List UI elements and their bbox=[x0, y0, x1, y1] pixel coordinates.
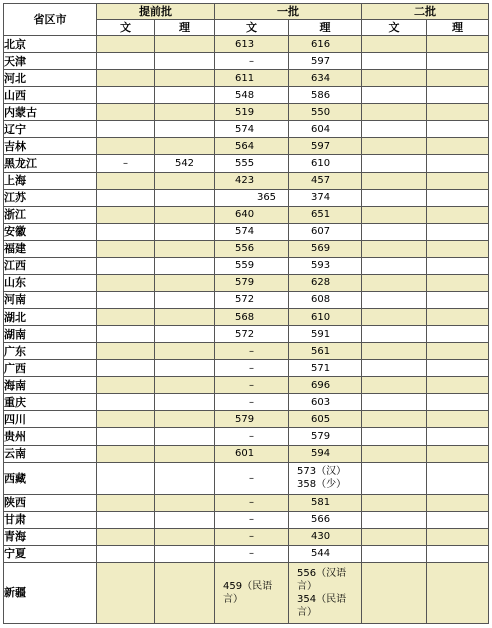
early-arts-cell bbox=[97, 121, 155, 138]
early-arts-cell bbox=[97, 274, 155, 291]
first-arts-cell: 555 bbox=[215, 155, 289, 172]
early-arts-cell bbox=[97, 511, 155, 528]
province-cell: 湖北 bbox=[4, 309, 97, 326]
first-science-cell: 628 bbox=[289, 274, 362, 291]
second-arts-cell bbox=[362, 528, 427, 545]
second-arts-cell bbox=[362, 138, 427, 155]
province-cell: 吉林 bbox=[4, 138, 97, 155]
province-cell: 内蒙古 bbox=[4, 104, 97, 121]
province-cell: 山东 bbox=[4, 274, 97, 291]
first-arts-cell: 559 bbox=[215, 257, 289, 274]
table-row bbox=[4, 291, 489, 308]
early-science-cell bbox=[155, 36, 215, 53]
province-cell: 湖南 bbox=[4, 326, 97, 343]
second-arts-cell bbox=[362, 462, 427, 494]
table-row bbox=[4, 36, 489, 53]
early-science-cell: 542 bbox=[155, 155, 215, 172]
early-arts-cell bbox=[97, 189, 155, 206]
score-line: 言） bbox=[223, 593, 243, 605]
second-arts-cell bbox=[362, 377, 427, 394]
second-science-cell bbox=[427, 394, 489, 411]
first-science-cell: 651 bbox=[289, 206, 362, 223]
first-science-cell: 608 bbox=[289, 291, 362, 308]
early-science-cell bbox=[155, 240, 215, 257]
early-arts-cell bbox=[97, 528, 155, 545]
province-cell: 山西 bbox=[4, 87, 97, 104]
first-arts-cell: 579 bbox=[215, 411, 289, 428]
table-row bbox=[4, 189, 489, 206]
second-science-cell bbox=[427, 511, 489, 528]
province-cell: 广西 bbox=[4, 360, 97, 377]
table-row bbox=[4, 138, 489, 155]
second-arts-cell bbox=[362, 87, 427, 104]
province-cell: 北京 bbox=[4, 36, 97, 53]
score-line: 556（汉语 bbox=[297, 567, 347, 579]
second-science-cell bbox=[427, 411, 489, 428]
second-science-cell bbox=[427, 445, 489, 462]
early-science-cell bbox=[155, 206, 215, 223]
first-arts-cell: – bbox=[215, 377, 289, 394]
table-row bbox=[4, 528, 489, 545]
early-arts-cell bbox=[97, 326, 155, 343]
second-arts-cell bbox=[362, 223, 427, 240]
track-header-science: 理 bbox=[155, 20, 215, 36]
early-science-cell bbox=[155, 189, 215, 206]
early-arts-cell bbox=[97, 462, 155, 494]
province-cell: 云南 bbox=[4, 445, 97, 462]
second-science-cell bbox=[427, 172, 489, 189]
first-arts-cell: 574 bbox=[215, 223, 289, 240]
early-arts-cell bbox=[97, 428, 155, 445]
first-science-cell: 571 bbox=[289, 360, 362, 377]
early-science-cell bbox=[155, 411, 215, 428]
early-science-cell bbox=[155, 377, 215, 394]
second-science-cell bbox=[427, 36, 489, 53]
second-arts-cell bbox=[362, 36, 427, 53]
first-science-cell: 566 bbox=[289, 511, 362, 528]
score-line: 354（民语 bbox=[297, 593, 347, 605]
first-science-cell: 561 bbox=[289, 343, 362, 360]
table-row bbox=[4, 511, 489, 528]
province-cell: 江西 bbox=[4, 257, 97, 274]
second-arts-cell bbox=[362, 326, 427, 343]
first-science-cell: 593 bbox=[289, 257, 362, 274]
second-science-cell bbox=[427, 428, 489, 445]
early-arts-cell bbox=[97, 172, 155, 189]
second-science-cell bbox=[427, 87, 489, 104]
table-row bbox=[4, 240, 489, 257]
first-science-cell: 603 bbox=[289, 394, 362, 411]
first-arts-cell: 568 bbox=[215, 309, 289, 326]
table-row bbox=[4, 70, 489, 87]
province-cell: 海南 bbox=[4, 377, 97, 394]
early-science-cell bbox=[155, 223, 215, 240]
early-arts-cell: – bbox=[97, 155, 155, 172]
first-science-cell: 581 bbox=[289, 494, 362, 511]
early-arts-cell bbox=[97, 70, 155, 87]
first-science-cell: 586 bbox=[289, 87, 362, 104]
province-cell: 黑龙江 bbox=[4, 155, 97, 172]
first-arts-cell: – bbox=[215, 528, 289, 545]
early-science-cell bbox=[155, 138, 215, 155]
track-header-arts: 文 bbox=[215, 20, 289, 36]
score-table-body bbox=[4, 36, 489, 624]
early-science-cell bbox=[155, 494, 215, 511]
second-science-cell bbox=[427, 309, 489, 326]
second-science-cell bbox=[427, 104, 489, 121]
early-science-cell bbox=[155, 545, 215, 562]
second-arts-cell bbox=[362, 172, 427, 189]
first-science-cell: 597 bbox=[289, 53, 362, 70]
first-arts-cell: – bbox=[215, 511, 289, 528]
province-cell: 新疆 bbox=[4, 562, 97, 623]
second-science-cell bbox=[427, 377, 489, 394]
first-arts-cell: 579 bbox=[215, 274, 289, 291]
early-arts-cell bbox=[97, 545, 155, 562]
second-science-cell bbox=[427, 138, 489, 155]
second-science-cell bbox=[427, 494, 489, 511]
first-arts-cell: – bbox=[215, 360, 289, 377]
first-arts-cell: 564 bbox=[215, 138, 289, 155]
score-line: 言） bbox=[297, 580, 317, 592]
second-arts-cell bbox=[362, 445, 427, 462]
early-science-cell bbox=[155, 291, 215, 308]
table-row bbox=[4, 394, 489, 411]
table-row bbox=[4, 104, 489, 121]
second-science-cell bbox=[427, 155, 489, 172]
second-arts-cell bbox=[362, 240, 427, 257]
second-science-cell bbox=[427, 223, 489, 240]
first-science-cell: 430 bbox=[289, 528, 362, 545]
first-arts-cell: 572 bbox=[215, 291, 289, 308]
province-cell: 四川 bbox=[4, 411, 97, 428]
first-arts-cell: – bbox=[215, 53, 289, 70]
first-science-cell: 591 bbox=[289, 326, 362, 343]
table-row bbox=[4, 53, 489, 70]
table-row bbox=[4, 377, 489, 394]
early-science-cell bbox=[155, 257, 215, 274]
early-arts-cell bbox=[97, 343, 155, 360]
second-arts-cell bbox=[362, 189, 427, 206]
first-science-cell: 605 bbox=[289, 411, 362, 428]
score-line: 言） bbox=[297, 606, 317, 618]
second-science-cell bbox=[427, 206, 489, 223]
batch-header-first: 一批 bbox=[215, 4, 362, 20]
second-arts-cell bbox=[362, 411, 427, 428]
score-line: 358（少） bbox=[297, 479, 347, 491]
early-arts-cell bbox=[97, 411, 155, 428]
early-science-cell bbox=[155, 121, 215, 138]
second-science-cell bbox=[427, 545, 489, 562]
first-science-cell bbox=[289, 462, 362, 494]
first-arts-cell: – bbox=[215, 462, 289, 494]
first-arts-cell: 601 bbox=[215, 445, 289, 462]
province-cell: 辽宁 bbox=[4, 121, 97, 138]
early-arts-cell bbox=[97, 240, 155, 257]
early-arts-cell bbox=[97, 36, 155, 53]
early-arts-cell bbox=[97, 138, 155, 155]
table-row bbox=[4, 343, 489, 360]
early-arts-cell bbox=[97, 87, 155, 104]
first-science-cell: 550 bbox=[289, 104, 362, 121]
province-header: 省区市 bbox=[4, 4, 97, 36]
early-arts-cell bbox=[97, 309, 155, 326]
early-science-cell bbox=[155, 326, 215, 343]
second-arts-cell bbox=[362, 511, 427, 528]
second-science-cell bbox=[427, 360, 489, 377]
table-row bbox=[4, 445, 489, 462]
province-cell: 陕西 bbox=[4, 494, 97, 511]
early-science-cell bbox=[155, 343, 215, 360]
early-science-cell bbox=[155, 53, 215, 70]
second-science-cell bbox=[427, 240, 489, 257]
early-science-cell bbox=[155, 528, 215, 545]
province-cell: 河北 bbox=[4, 70, 97, 87]
table-row bbox=[4, 274, 489, 291]
early-arts-cell bbox=[97, 53, 155, 70]
table-row bbox=[4, 428, 489, 445]
province-cell: 浙江 bbox=[4, 206, 97, 223]
first-arts-cell: 556 bbox=[215, 240, 289, 257]
early-arts-cell bbox=[97, 104, 155, 121]
province-cell: 重庆 bbox=[4, 394, 97, 411]
second-arts-cell bbox=[362, 291, 427, 308]
table-row bbox=[4, 309, 489, 326]
early-science-cell bbox=[155, 87, 215, 104]
early-science-cell bbox=[155, 394, 215, 411]
second-arts-cell bbox=[362, 257, 427, 274]
first-science-cell: 610 bbox=[289, 309, 362, 326]
second-arts-cell bbox=[362, 545, 427, 562]
second-science-cell bbox=[427, 291, 489, 308]
province-cell: 江苏 bbox=[4, 189, 97, 206]
province-cell: 福建 bbox=[4, 240, 97, 257]
province-cell: 河南 bbox=[4, 291, 97, 308]
table-row bbox=[4, 155, 489, 172]
batch-header-second: 二批 bbox=[362, 4, 489, 20]
second-arts-cell bbox=[362, 343, 427, 360]
second-science-cell bbox=[427, 121, 489, 138]
early-science-cell bbox=[155, 172, 215, 189]
first-arts-cell: 613 bbox=[215, 36, 289, 53]
second-arts-cell bbox=[362, 70, 427, 87]
second-science-cell bbox=[427, 326, 489, 343]
table-row bbox=[4, 562, 489, 623]
second-arts-cell bbox=[362, 428, 427, 445]
first-science-cell: 374 bbox=[289, 189, 362, 206]
second-science-cell bbox=[427, 70, 489, 87]
second-science-cell bbox=[427, 562, 489, 623]
early-arts-cell bbox=[97, 223, 155, 240]
batch-header-early: 提前批 bbox=[97, 4, 215, 20]
province-cell: 广东 bbox=[4, 343, 97, 360]
early-science-cell bbox=[155, 462, 215, 494]
first-science-cell: 634 bbox=[289, 70, 362, 87]
table-row bbox=[4, 257, 489, 274]
first-science-cell: 457 bbox=[289, 172, 362, 189]
track-header-science: 理 bbox=[289, 20, 362, 36]
province-cell: 宁夏 bbox=[4, 545, 97, 562]
province-cell: 上海 bbox=[4, 172, 97, 189]
early-science-cell bbox=[155, 274, 215, 291]
early-science-cell bbox=[155, 360, 215, 377]
early-science-cell bbox=[155, 562, 215, 623]
second-arts-cell bbox=[362, 206, 427, 223]
second-arts-cell bbox=[362, 104, 427, 121]
early-arts-cell bbox=[97, 445, 155, 462]
first-arts-cell: 611 bbox=[215, 70, 289, 87]
second-arts-cell bbox=[362, 274, 427, 291]
second-arts-cell bbox=[362, 494, 427, 511]
early-science-cell bbox=[155, 445, 215, 462]
second-arts-cell bbox=[362, 394, 427, 411]
early-arts-cell bbox=[97, 377, 155, 394]
score-line: 573（汉） bbox=[297, 466, 347, 478]
first-arts-cell: – bbox=[215, 545, 289, 562]
table-row bbox=[4, 360, 489, 377]
second-science-cell bbox=[427, 257, 489, 274]
second-arts-cell bbox=[362, 155, 427, 172]
second-science-cell bbox=[427, 53, 489, 70]
first-arts-cell: – bbox=[215, 494, 289, 511]
first-science-cell: 594 bbox=[289, 445, 362, 462]
first-arts-cell: – bbox=[215, 428, 289, 445]
track-header-arts: 文 bbox=[97, 20, 155, 36]
first-arts-cell: 572 bbox=[215, 326, 289, 343]
second-arts-cell bbox=[362, 309, 427, 326]
second-arts-cell bbox=[362, 360, 427, 377]
table-row bbox=[4, 462, 489, 494]
second-science-cell bbox=[427, 189, 489, 206]
first-arts-cell bbox=[215, 562, 289, 623]
province-cell: 安徽 bbox=[4, 223, 97, 240]
table-row bbox=[4, 172, 489, 189]
second-science-cell bbox=[427, 274, 489, 291]
first-science-cell: 579 bbox=[289, 428, 362, 445]
first-science-cell: 610 bbox=[289, 155, 362, 172]
province-cell: 青海 bbox=[4, 528, 97, 545]
first-arts-cell: 423 bbox=[215, 172, 289, 189]
first-science-cell: 607 bbox=[289, 223, 362, 240]
early-arts-cell bbox=[97, 257, 155, 274]
early-arts-cell bbox=[97, 394, 155, 411]
second-arts-cell bbox=[362, 562, 427, 623]
first-arts-cell: 519 bbox=[215, 104, 289, 121]
first-science-cell: 604 bbox=[289, 121, 362, 138]
early-science-cell bbox=[155, 309, 215, 326]
first-science-cell: 569 bbox=[289, 240, 362, 257]
table-row bbox=[4, 87, 489, 104]
table-row bbox=[4, 494, 489, 511]
province-cell: 西藏 bbox=[4, 462, 97, 494]
first-science-cell: 597 bbox=[289, 138, 362, 155]
early-arts-cell bbox=[97, 562, 155, 623]
first-arts-cell: 574 bbox=[215, 121, 289, 138]
second-arts-cell bbox=[362, 53, 427, 70]
track-header-science: 理 bbox=[427, 20, 489, 36]
table-row bbox=[4, 326, 489, 343]
first-science-cell: 616 bbox=[289, 36, 362, 53]
first-arts-cell: – bbox=[215, 343, 289, 360]
second-science-cell bbox=[427, 462, 489, 494]
first-arts-cell: 640 bbox=[215, 206, 289, 223]
track-header-arts: 文 bbox=[362, 20, 427, 36]
first-science-cell: 544 bbox=[289, 545, 362, 562]
first-arts-cell: 548 bbox=[215, 87, 289, 104]
second-science-cell bbox=[427, 528, 489, 545]
table-row bbox=[4, 121, 489, 138]
table-row bbox=[4, 545, 489, 562]
table-row bbox=[4, 223, 489, 240]
province-cell: 贵州 bbox=[4, 428, 97, 445]
early-arts-cell bbox=[97, 206, 155, 223]
header-row-batches bbox=[4, 4, 489, 20]
score-line: 459（民语 bbox=[223, 580, 273, 592]
early-science-cell bbox=[155, 70, 215, 87]
first-arts-cell: 365 bbox=[215, 189, 289, 206]
early-science-cell bbox=[155, 104, 215, 121]
score-table bbox=[3, 3, 489, 624]
first-science-cell bbox=[289, 562, 362, 623]
province-cell: 甘肃 bbox=[4, 511, 97, 528]
early-science-cell bbox=[155, 428, 215, 445]
early-arts-cell bbox=[97, 291, 155, 308]
second-science-cell bbox=[427, 343, 489, 360]
second-arts-cell bbox=[362, 121, 427, 138]
table-row bbox=[4, 206, 489, 223]
first-arts-cell: – bbox=[215, 394, 289, 411]
early-science-cell bbox=[155, 511, 215, 528]
first-science-cell: 696 bbox=[289, 377, 362, 394]
early-arts-cell bbox=[97, 360, 155, 377]
province-cell: 天津 bbox=[4, 53, 97, 70]
table-row bbox=[4, 411, 489, 428]
early-arts-cell bbox=[97, 494, 155, 511]
